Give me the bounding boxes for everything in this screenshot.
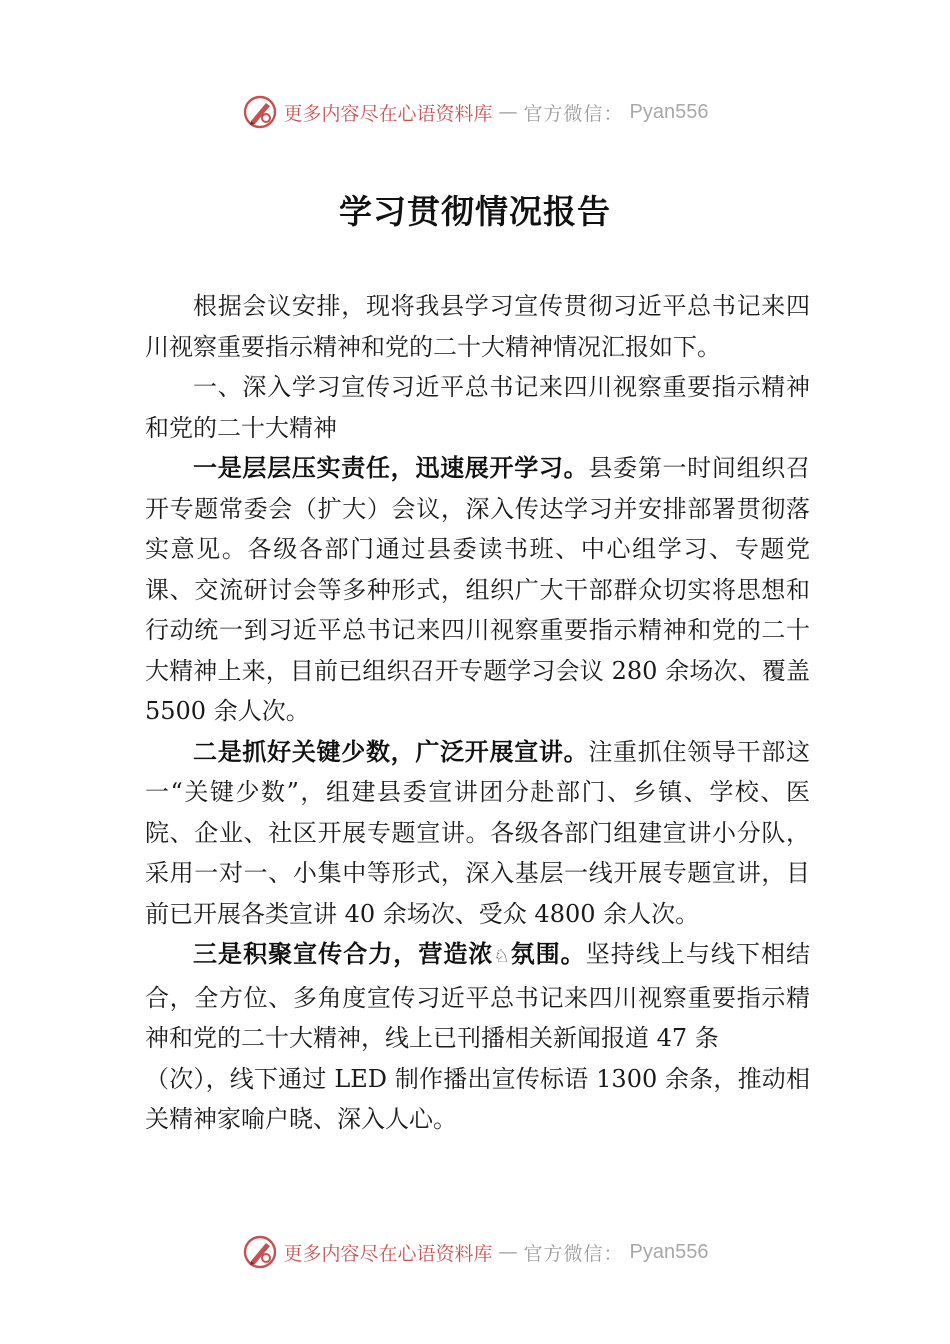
item-text-1: 县委第一时间组织召开专题常委会（扩大）会议，深入传达学习并安排部署贯彻落实意见。各级各部门通过县委读书班、中心组学习、专题党课、交流研讨会等多种形式，组织广大干部群众切实将思想和行动统一到习近平总书记来四川视察重要指示精神和党的二十大精神上来，目前已组织召开专题学习会议 280 余场次、覆盖 5500 余人次。 (145, 454, 811, 725)
watermark-label: 官方微信： (523, 102, 624, 125)
item-lead-3-part1: 三是积聚宣传合力，营造浓 (193, 940, 494, 968)
item-text-2: 注重抓住领导干部这一“关键少数”，组建县委宣讲团分赴部门、乡镇、学校、医院、企业、社区开展专题宣讲。各级各部门组建宣讲小分队，采用一对一、小集中等形式，深入基层一线开展专题宣讲，目前已开展各类宣讲 40 余场次、受众 4800 余人次。 (145, 737, 811, 928)
watermark-label: 官方微信： (523, 1242, 624, 1265)
item-lead-2: 二是抓好关键少数，广泛开展宣讲。 (193, 737, 589, 766)
intro-paragraph: 根据会议安排，现将我县学习宣传贯彻习近平总书记来四川视察重要指示精神和党的二十大精神情况汇报如下。 (145, 292, 810, 361)
watermark-dash: — (498, 1241, 518, 1263)
item-paragraph-1 (145, 448, 810, 732)
document-body (145, 286, 810, 1140)
item-lead-3-part2: 氛围。 (509, 940, 586, 968)
pen-logo-icon (242, 1234, 278, 1270)
watermark-wechat-id: Pyan556 (629, 1240, 709, 1263)
watermark-banner-bottom (0, 1232, 950, 1272)
section-heading: 一、深入学习宣传习近平总书记来四川视察重要指示精神和党的二十大精神 (145, 373, 810, 442)
document-title: 学习贯彻情况报告 (339, 192, 611, 231)
item-paragraph-2 (145, 732, 810, 935)
watermark-banner-top (0, 92, 950, 132)
watermark-dash: — (498, 101, 518, 123)
watermark-main-text: 更多内容尽在心语资料库 (283, 102, 493, 125)
item-text-3a: 坚持线上与线下相结合，全方位、多角度宣传习近平总书记来四川视察重要指示精神和党的二十大精神，线上已刊播相关新闻报道 47 条 (145, 940, 811, 1052)
item-text-3b: （次），线下通过 LED 制作播出宣传标语 1300 余条，推动相关精神家喻户晓、深入人心。 (145, 1064, 810, 1133)
broken-glyph-icon: ♘ (493, 946, 510, 967)
watermark-wechat-id: Pyan556 (629, 100, 709, 123)
item-paragraph-3 (145, 934, 810, 1059)
watermark-main-text: 更多内容尽在心语资料库 (283, 1242, 493, 1265)
item-lead-1: 一是层层压实责任，迅速展开学习。 (193, 454, 589, 482)
pen-logo-icon (242, 94, 278, 130)
